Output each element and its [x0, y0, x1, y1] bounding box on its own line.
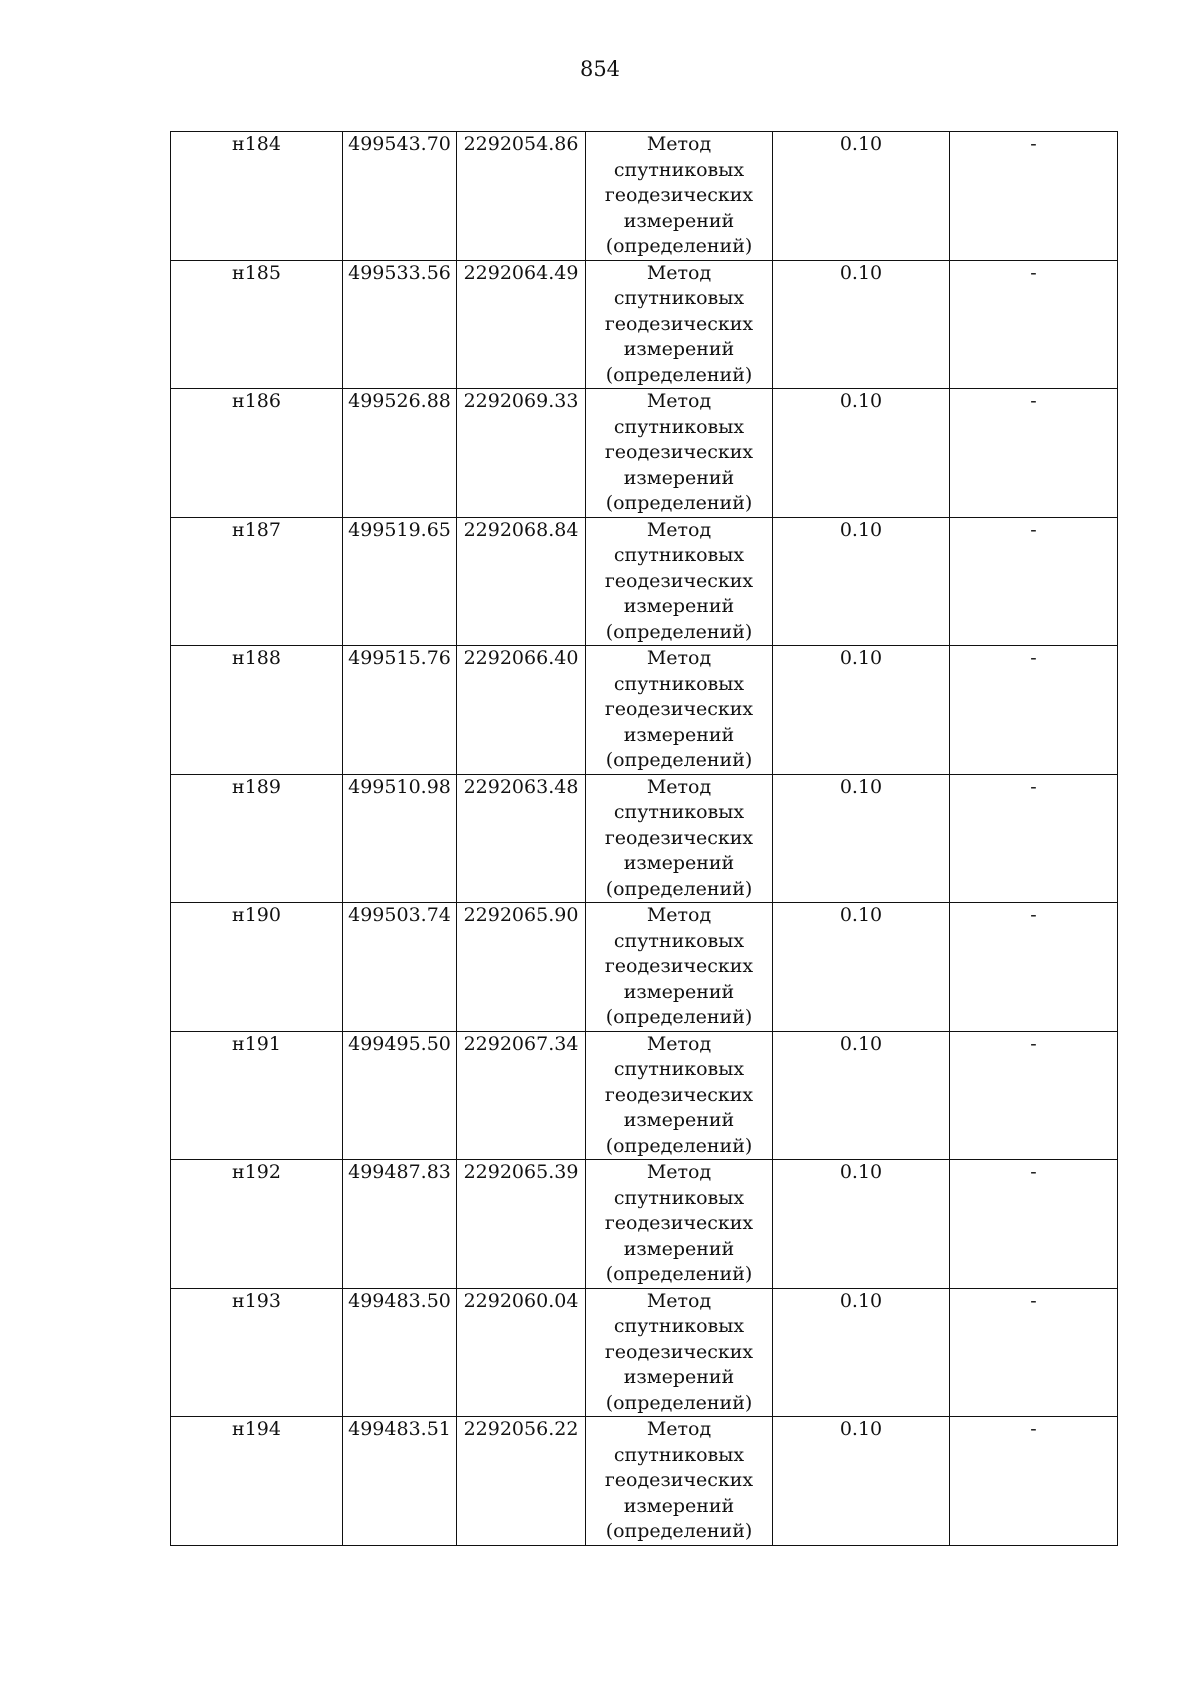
accuracy-cell: 0.10 [773, 132, 950, 261]
method-text-line: спутниковых [613, 801, 745, 823]
note-cell: - [950, 1417, 1118, 1546]
method-text-line: геодезических [604, 698, 754, 720]
x-coordinate-cell: 499483.50 [343, 1288, 457, 1417]
method-text-line: измерений [623, 209, 735, 232]
table-row [171, 774, 1118, 903]
x-coordinate-cell: 499510.98 [343, 774, 457, 903]
accuracy-cell: 0.10 [773, 646, 950, 775]
method-text-line: спутниковых [613, 158, 745, 181]
accuracy-cell: 0.10 [773, 1417, 950, 1546]
table-row [171, 389, 1118, 518]
method-text-line: Метод [646, 518, 712, 541]
method-cell [586, 646, 773, 775]
method-text-line: геодезических [604, 1340, 754, 1363]
method-text-line: геодезических [604, 1469, 754, 1491]
note-cell: - [950, 517, 1118, 646]
y-coordinate-cell: 2292069.33 [457, 389, 586, 518]
coordinates-table-body [171, 132, 1118, 1546]
method-text-line: спутниковых [613, 415, 745, 438]
point-cell: н189 [171, 774, 343, 903]
method-text-line: Метод [646, 1289, 712, 1312]
method-text-line: Метод [646, 1161, 712, 1183]
method-text-line: измерений [623, 466, 735, 489]
table-row [171, 646, 1118, 775]
method-text-line: геодезических [604, 569, 754, 592]
point-cell: н188 [171, 646, 343, 775]
method-text-line: (определений) [605, 363, 753, 386]
method-text-line: спутниковых [613, 929, 745, 952]
method-text-line: измерений [623, 980, 735, 1003]
method-text-line: измерений [623, 595, 735, 617]
method-cell [586, 132, 773, 261]
y-coordinate-cell: 2292066.40 [457, 646, 586, 775]
method-text-line: измерений [623, 723, 735, 746]
method-text-line: геодезических [604, 312, 754, 335]
method-text-line: измерений [623, 338, 735, 360]
accuracy-cell: 0.10 [773, 903, 950, 1032]
method-text-line: Метод [646, 1032, 712, 1055]
x-coordinate-cell: 499483.51 [343, 1417, 457, 1546]
x-coordinate-cell: 499519.65 [343, 517, 457, 646]
method-text-line: Метод [646, 1418, 712, 1440]
method-text-line: спутниковых [613, 544, 745, 566]
point-cell: н187 [171, 517, 343, 646]
x-coordinate-cell: 499503.74 [343, 903, 457, 1032]
method-text-line: Метод [646, 390, 712, 412]
table-row [171, 1160, 1118, 1289]
note-cell: - [950, 389, 1118, 518]
method-text-line: геодезических [604, 1212, 754, 1234]
accuracy-cell: 0.10 [773, 1160, 950, 1289]
method-cell [586, 903, 773, 1032]
note-cell: - [950, 1160, 1118, 1289]
table-row [171, 1031, 1118, 1160]
y-coordinate-cell: 2292064.49 [457, 260, 586, 389]
method-text-line: (определений) [605, 1520, 753, 1542]
point-cell: н191 [171, 1031, 343, 1160]
method-text-line: измерений [623, 852, 735, 874]
note-cell: - [950, 1288, 1118, 1417]
point-cell: н190 [171, 903, 343, 1032]
method-text-line: Метод [646, 904, 712, 926]
method-text-line: Метод [646, 133, 712, 155]
method-text-line: (определений) [605, 1134, 753, 1157]
method-text-line: (определений) [605, 620, 753, 643]
accuracy-cell: 0.10 [773, 774, 950, 903]
accuracy-cell: 0.10 [773, 1288, 950, 1417]
method-text-line: (определений) [605, 1263, 753, 1285]
method-text-line: (определений) [605, 1391, 753, 1414]
x-coordinate-cell: 499543.70 [343, 132, 457, 261]
y-coordinate-cell: 2292060.04 [457, 1288, 586, 1417]
method-text-line: Метод [646, 647, 712, 669]
method-text-line: геодезических [604, 184, 754, 206]
note-cell: - [950, 132, 1118, 261]
note-cell: - [950, 1031, 1118, 1160]
point-cell: н194 [171, 1417, 343, 1546]
point-cell: н185 [171, 260, 343, 389]
point-cell: н192 [171, 1160, 343, 1289]
y-coordinate-cell: 2292063.48 [457, 774, 586, 903]
accuracy-cell: 0.10 [773, 260, 950, 389]
page-number: 854 [579, 57, 621, 81]
method-text-line: геодезических [604, 826, 754, 849]
method-text-line: Метод [646, 261, 712, 284]
y-coordinate-cell: 2292068.84 [457, 517, 586, 646]
accuracy-cell: 0.10 [773, 1031, 950, 1160]
method-text-line: геодезических [604, 955, 754, 977]
x-coordinate-cell: 499533.56 [343, 260, 457, 389]
table-row [171, 1417, 1118, 1546]
y-coordinate-cell: 2292065.90 [457, 903, 586, 1032]
method-text-line: измерений [623, 1109, 735, 1131]
point-cell: н184 [171, 132, 343, 261]
method-text-line: геодезических [604, 441, 754, 463]
table-row [171, 517, 1118, 646]
x-coordinate-cell: 499495.50 [343, 1031, 457, 1160]
method-text-line: (определений) [605, 877, 753, 900]
table-row [171, 903, 1118, 1032]
x-coordinate-cell: 499487.83 [343, 1160, 457, 1289]
method-cell [586, 1031, 773, 1160]
note-cell: - [950, 646, 1118, 775]
note-cell: - [950, 260, 1118, 389]
method-text-line: измерений [623, 1366, 735, 1388]
x-coordinate-cell: 499526.88 [343, 389, 457, 518]
method-cell [586, 774, 773, 903]
y-coordinate-cell: 2292054.86 [457, 132, 586, 261]
point-cell: н193 [171, 1288, 343, 1417]
method-text-line: спутниковых [613, 1186, 745, 1209]
method-cell [586, 517, 773, 646]
method-text-line: спутниковых [613, 1315, 745, 1337]
method-text-line: спутниковых [613, 1058, 745, 1080]
method-text-line: Метод [646, 775, 712, 798]
note-cell: - [950, 903, 1118, 1032]
method-text-line: геодезических [604, 1083, 754, 1106]
table-row [171, 260, 1118, 389]
method-cell [586, 389, 773, 518]
method-cell [586, 260, 773, 389]
method-text-line: (определений) [605, 235, 753, 257]
method-text-line: (определений) [605, 749, 753, 771]
method-text-line: спутниковых [613, 1443, 745, 1466]
table-row [171, 132, 1118, 261]
coordinates-table [170, 131, 1118, 1546]
table-row [171, 1288, 1118, 1417]
y-coordinate-cell: 2292065.39 [457, 1160, 586, 1289]
y-coordinate-cell: 2292067.34 [457, 1031, 586, 1160]
x-coordinate-cell: 499515.76 [343, 646, 457, 775]
note-cell: - [950, 774, 1118, 903]
method-cell [586, 1160, 773, 1289]
method-text-line: (определений) [605, 1006, 753, 1028]
method-cell [586, 1417, 773, 1546]
method-text-line: (определений) [605, 492, 753, 514]
y-coordinate-cell: 2292056.22 [457, 1417, 586, 1546]
accuracy-cell: 0.10 [773, 517, 950, 646]
point-cell: н186 [171, 389, 343, 518]
method-cell [586, 1288, 773, 1417]
method-text-line: спутниковых [613, 672, 745, 695]
method-text-line: измерений [623, 1237, 735, 1260]
method-text-line: спутниковых [613, 287, 745, 309]
method-text-line: измерений [623, 1494, 735, 1517]
accuracy-cell: 0.10 [773, 389, 950, 518]
